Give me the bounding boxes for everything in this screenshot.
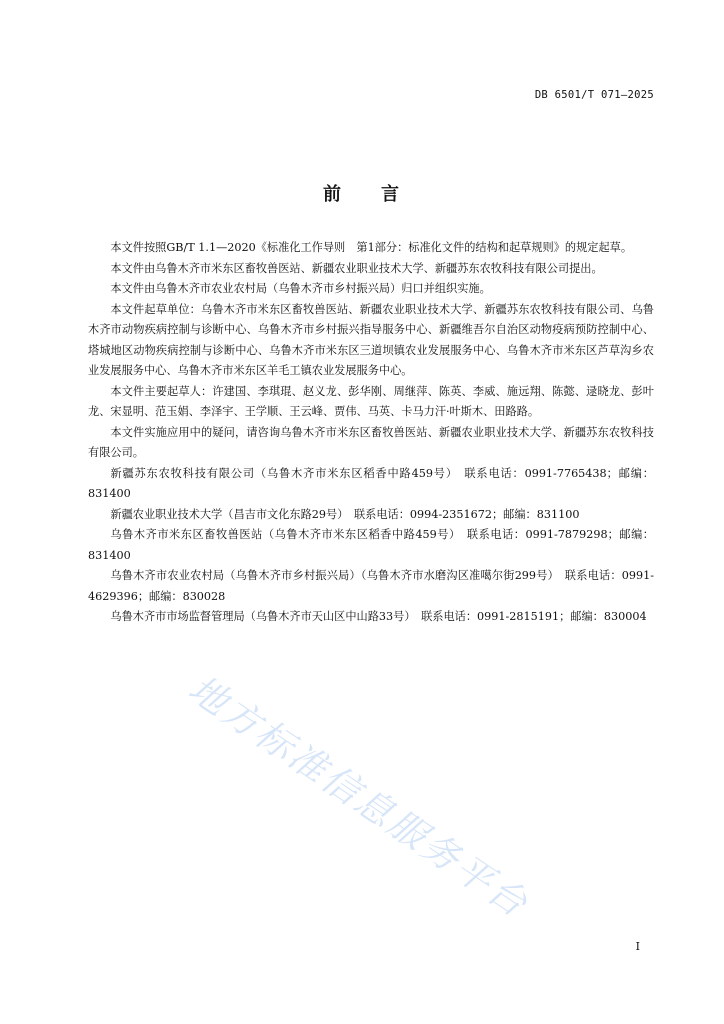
document-code: DB 6501/T 071—2025 [534, 89, 654, 101]
paragraph: 新疆苏东农牧科技有限公司（乌鲁木齐市米东区稻香中路459号） 联系电话：0991-7765438；邮编：831400 [88, 466, 654, 500]
paragraph: 本文件按照GB/T 1.1—2020《标准化工作导则 第1部分：标准化文件的结构和起草规则》的规定起草。 [110, 241, 633, 254]
paragraph: 乌鲁木齐市市场监督管理局（乌鲁木齐市天山区中山路33号） 联系电话：0991-2815191；邮编：830004 [110, 610, 647, 623]
paragraph: 新疆农业职业技术大学（昌吉市文化东路29号） 联系电话：0994-2351672；邮编：831100 [110, 507, 580, 521]
document-body [88, 238, 654, 628]
section-title [0, 180, 724, 206]
title-char-2: 言 [381, 184, 401, 205]
paragraph: 本文件主要起草人：许建国、李琪琨、赵义龙、彭华刚、周继萍、陈英、李威、施远翔、陈懿、逯晓龙、彭叶龙、宋显明、范玉娟、李泽宇、王学顺、王云峰、贾伟、马英、卡马力汗·叶斯木、田路路。 [88, 384, 654, 418]
paragraph: 乌鲁木齐市农业农村局（乌鲁木齐市乡村振兴局）（乌鲁木齐市水磨沟区准噶尔街299号） 联系电话：0991-4629396；邮编：830028 [88, 569, 654, 603]
watermark: 地方标准信息服务平台 [181, 667, 537, 927]
paragraph: 本文件由乌鲁木齐市农业农村局（乌鲁木齐市乡村振兴局）归口并组织实施。 [110, 282, 491, 295]
paragraph: 本文件起草单位：乌鲁木齐市米东区畜牧兽医站、新疆农业职业技术大学、新疆苏东农牧科技有限公司、乌鲁木齐市动物疾病控制与诊断中心、乌鲁木齐市乡村振兴指导服务中心、新疆维吾尔自治区动物疫病预防控制中心、塔城地区动物疾病控制与诊断中心、乌鲁木齐市米东区三道坝镇农业发展服务中心、乌鲁木齐市米东区芦草沟乡农业发展服务中心、乌鲁木齐市米东区羊毛工镇农业发展服务中心。 [88, 302, 654, 377]
paragraph: 本文件实施应用中的疑问，请咨询乌鲁木齐市米东区畜牧兽医站、新疆农业职业技术大学、新疆苏东农牧科技有限公司。 [88, 425, 654, 459]
page-number: I [635, 940, 640, 953]
paragraph: 乌鲁木齐市米东区畜牧兽医站（乌鲁木齐市米东区稻香中路459号） 联系电话：0991-7879298；邮编：831400 [88, 528, 654, 562]
title-char-1: 前 [323, 184, 343, 205]
paragraph: 本文件由乌鲁木齐市米东区畜牧兽医站、新疆农业职业技术大学、新疆苏东农牧科技有限公司提出。 [110, 261, 603, 275]
